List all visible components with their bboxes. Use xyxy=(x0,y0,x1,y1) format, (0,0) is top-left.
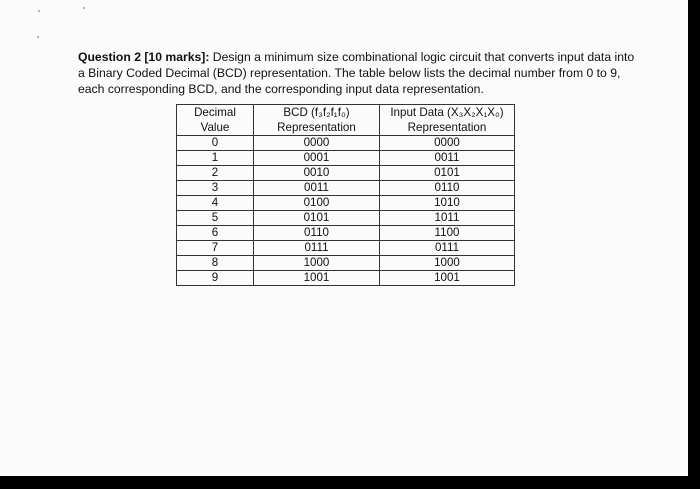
cell-input: 1000 xyxy=(380,256,515,271)
cell-decimal: 7 xyxy=(177,241,254,256)
cell-input: 0111 xyxy=(380,241,515,256)
cell-decimal: 1 xyxy=(177,151,254,166)
cell-decimal: 0 xyxy=(177,136,254,151)
header-input-data-sub: Representation xyxy=(380,120,515,136)
table-row xyxy=(177,241,515,256)
cell-decimal: 4 xyxy=(177,196,254,211)
header-decimal-sub: Value xyxy=(177,120,254,136)
table-row xyxy=(177,256,515,271)
cell-bcd: 0111 xyxy=(254,241,380,256)
header-decimal: Decimal xyxy=(177,105,254,121)
table-row xyxy=(177,196,515,211)
cell-input: 0000 xyxy=(380,136,515,151)
table-row xyxy=(177,211,515,226)
cell-decimal: 2 xyxy=(177,166,254,181)
speck xyxy=(83,7,85,9)
cell-bcd: 0100 xyxy=(254,196,380,211)
header-bcd: BCD (f₃f₂f₁f₀) xyxy=(254,105,380,121)
table-row xyxy=(177,151,515,166)
cell-bcd: 1001 xyxy=(254,271,380,286)
header-input-data: Input Data (X₃X₂X₁X₀) xyxy=(380,105,515,121)
question-text xyxy=(78,49,638,97)
cell-input: 0101 xyxy=(380,166,515,181)
cell-decimal: 6 xyxy=(177,226,254,241)
table-row xyxy=(177,226,515,241)
cell-decimal: 3 xyxy=(177,181,254,196)
cell-input: 1010 xyxy=(380,196,515,211)
table-header-row xyxy=(177,105,515,121)
cell-decimal: 8 xyxy=(177,256,254,271)
question-body: Design a minimum size combinational logic circuit that converts input data into a Binary Coded Decimal (BCD) representation. The table below lists the decimal number from 0 to 9, each corresponding BCD, and the corresponding input data representation. xyxy=(78,50,635,96)
cell-decimal: 9 xyxy=(177,271,254,286)
cell-bcd: 0110 xyxy=(254,226,380,241)
header-bcd-sub: Representation xyxy=(254,120,380,136)
table-row xyxy=(177,181,515,196)
table-row xyxy=(177,271,515,286)
cell-bcd: 0000 xyxy=(254,136,380,151)
cell-bcd: 0001 xyxy=(254,151,380,166)
cell-input: 0011 xyxy=(380,151,515,166)
cell-decimal: 5 xyxy=(177,211,254,226)
cell-bcd: 0011 xyxy=(254,181,380,196)
table-row xyxy=(177,166,515,181)
cell-bcd: 1000 xyxy=(254,256,380,271)
cell-input: 0110 xyxy=(380,181,515,196)
cell-bcd: 0010 xyxy=(254,166,380,181)
cell-input: 1011 xyxy=(380,211,515,226)
cell-input: 1100 xyxy=(380,226,515,241)
table-header-row xyxy=(177,120,515,136)
table-row xyxy=(177,136,515,151)
speck xyxy=(38,10,40,12)
speck xyxy=(37,36,39,38)
cell-input: 1001 xyxy=(380,271,515,286)
cell-bcd: 0101 xyxy=(254,211,380,226)
bcd-table xyxy=(176,104,515,286)
question-title: Question 2 [10 marks]: xyxy=(78,50,210,64)
